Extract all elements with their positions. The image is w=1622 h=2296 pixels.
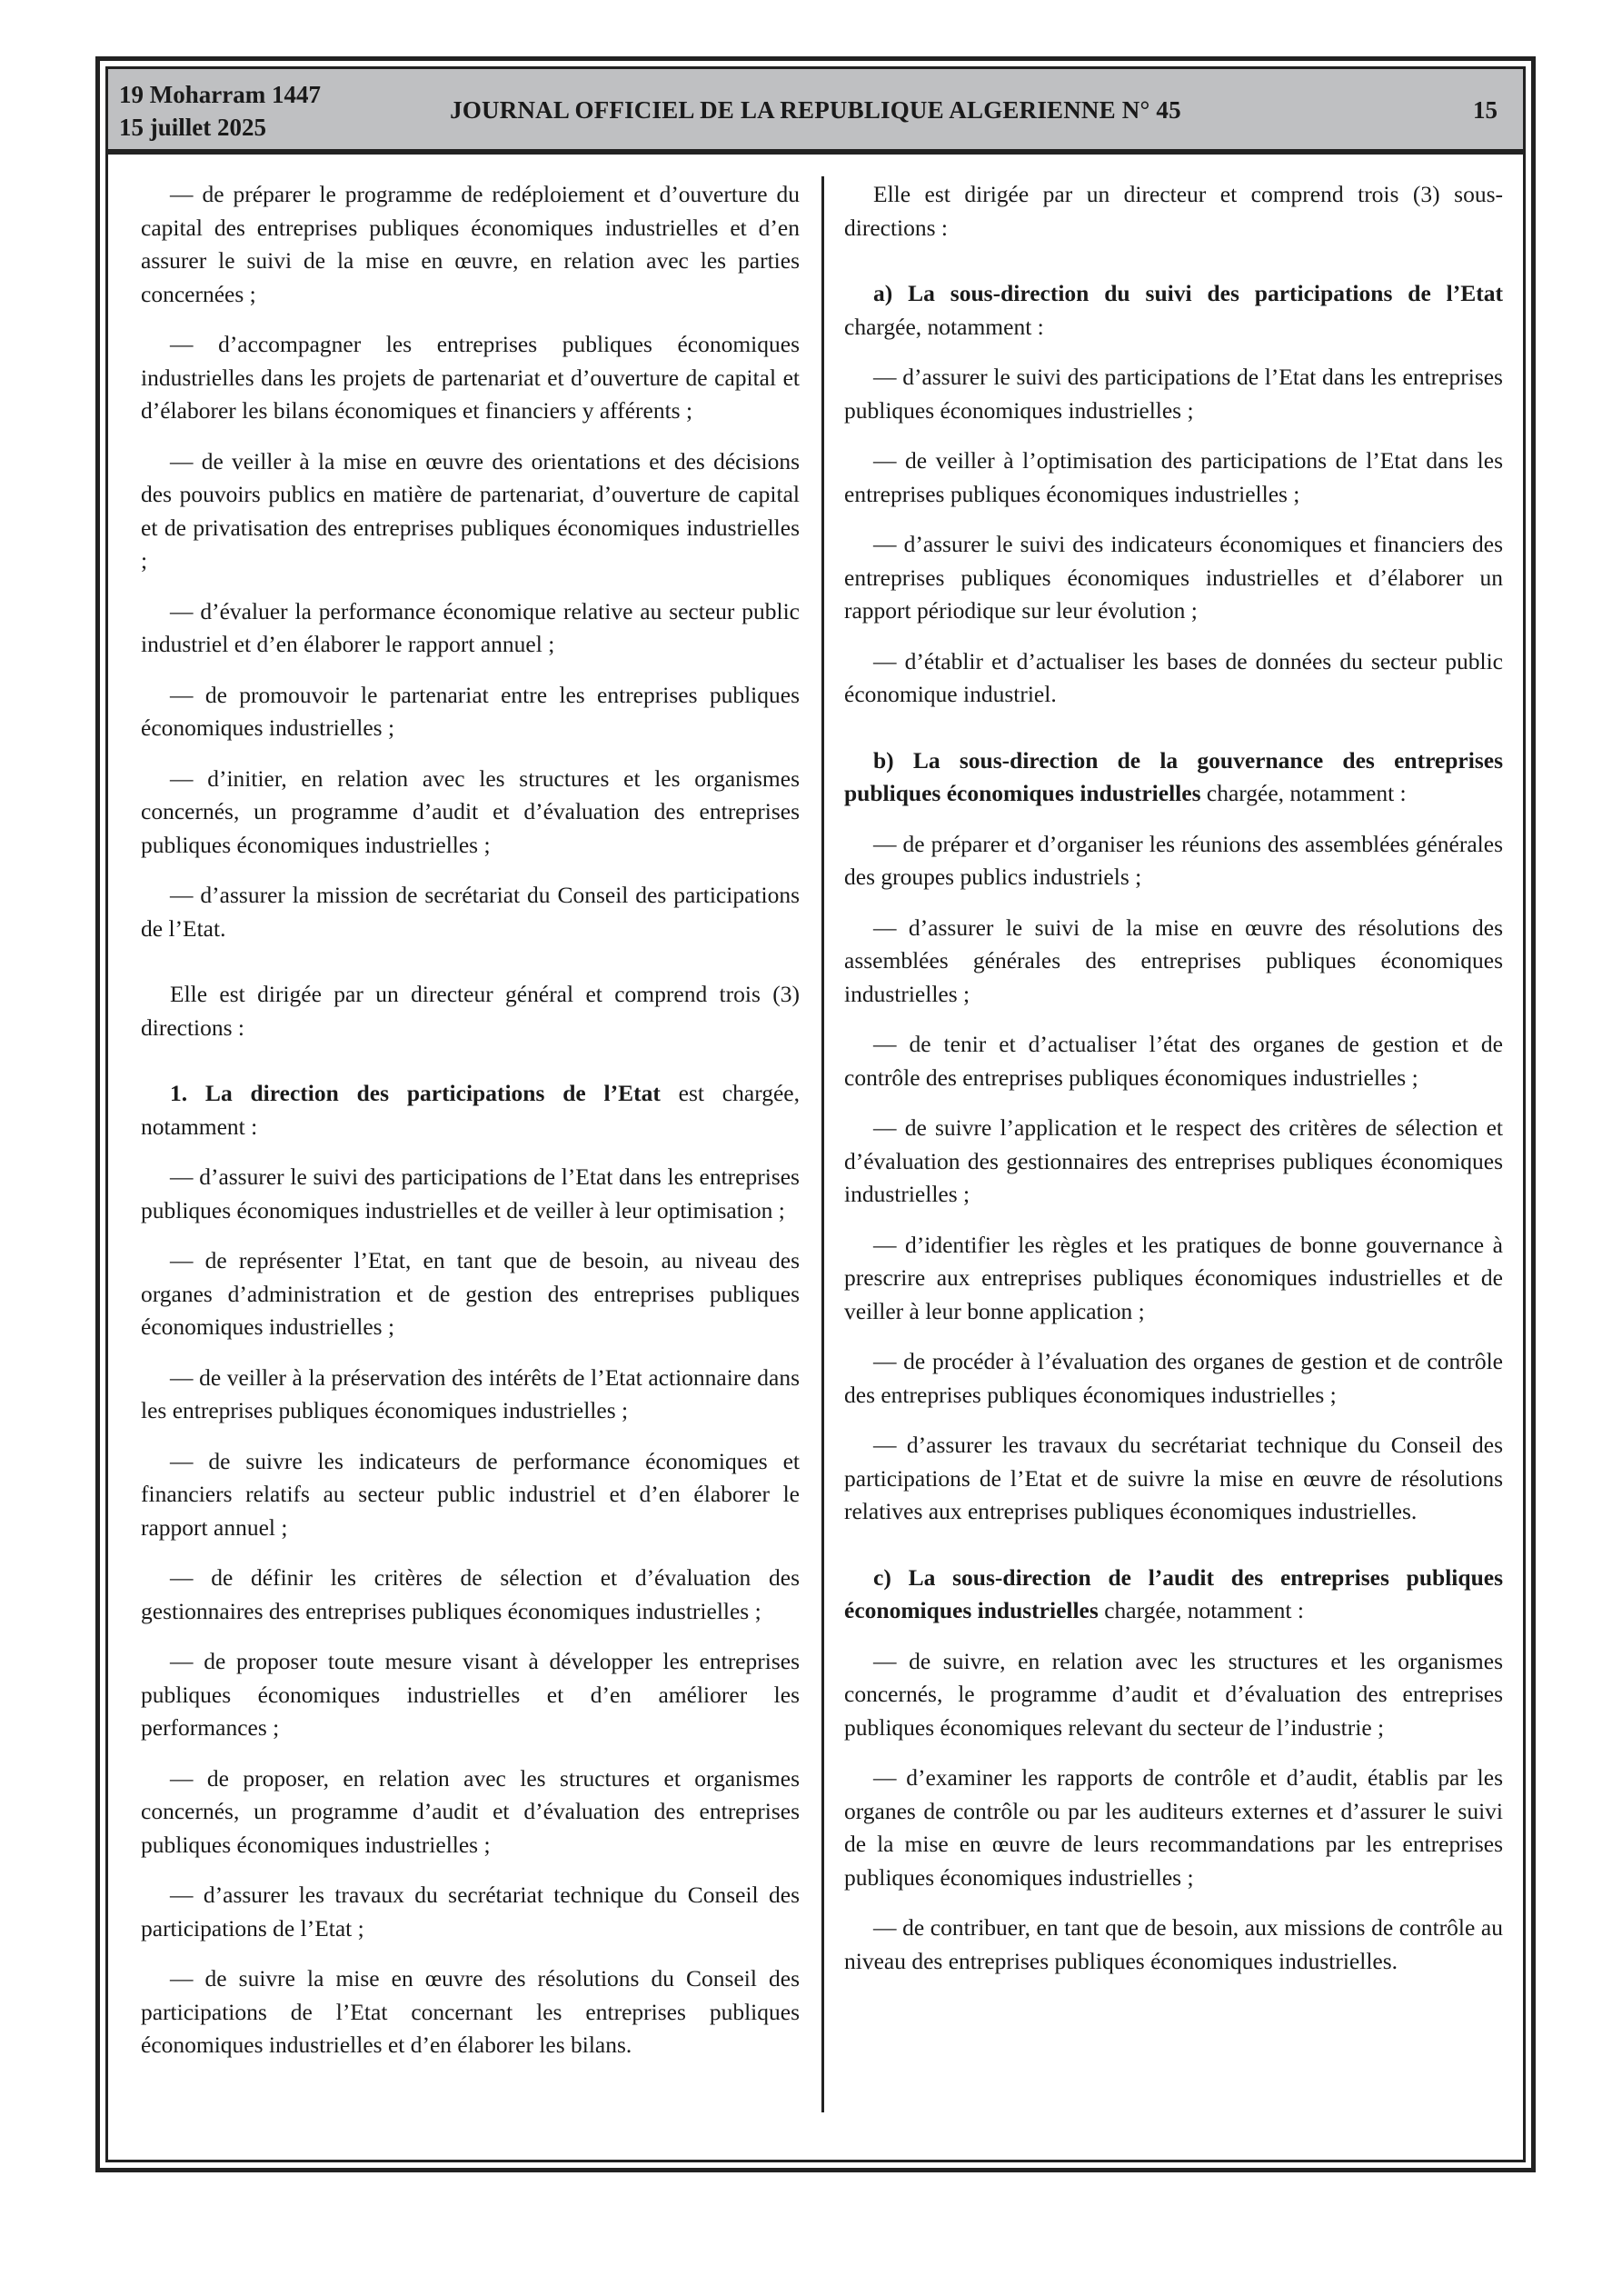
- section-heading: [844, 277, 1503, 344]
- paragraph: — de définir les critères de sélection et d’évaluation des gestionnaires des entreprises publiques économiques industrielles ;: [141, 1564, 800, 1624]
- paragraph: — de représenter l’Etat, en tant que de besoin, au niveau des organes d’administration et de gestion des entreprises publiques économiques industrielles ;: [141, 1247, 800, 1340]
- section-heading-bold: a) La sous-direction du suivi des participations de l’Etat: [873, 280, 1503, 306]
- paragraph: — d’identifier les règles et les pratiques de bonne gouvernance à prescrire aux entreprises publiques économiques industrielles et de veiller à leur bonne application ;: [844, 1231, 1503, 1324]
- section-heading-bold: 1. La direction des participations de l’Etat: [170, 1080, 661, 1106]
- paragraph: — de suivre, en relation avec les structures et les organismes concernés, le programme d’audit et d’évaluation des entreprises publiques économiques relevant du secteur de l’industrie ;: [844, 1647, 1503, 1741]
- paragraph: — de veiller à la mise en œuvre des orientations et des décisions des pouvoirs publics en matière de partenariat, d’ouverture de capital et de privatisation des entreprises publiques économiques industrielles ;: [141, 447, 800, 574]
- paragraph: — d’initier, en relation avec les structures et les organismes concernés, un programme d’audit et d’évaluation des entreprises publiques économiques industrielles ;: [141, 764, 800, 858]
- hijri-date: 19 Moharram 1447: [119, 81, 321, 108]
- paragraph: — d’établir et d’actualiser les bases de données du secteur public économique industriel.: [844, 647, 1503, 707]
- paragraph: — de veiller à l’optimisation des participations de l’Etat dans les entreprises publiques économiques industrielles ;: [844, 447, 1503, 507]
- paragraph: — d’assurer la mission de secrétariat du Conseil des participations de l’Etat.: [141, 882, 800, 942]
- paragraph: — de suivre les indicateurs de performance économiques et financiers relatifs au secteur public industriel et d’en élaborer le rapport annuel ;: [141, 1447, 800, 1541]
- section-heading-rest: chargée, notamment :: [1098, 1597, 1304, 1623]
- paragraph: — de préparer le programme de redéploiement et d’ouverture du capital des entreprises publiques économiques industrielles et d’en assurer le suivi de la mise en œuvre, en relation avec les parties concernées ;: [141, 181, 800, 307]
- section-heading: [844, 744, 1503, 811]
- section-heading-rest: chargée, notamment :: [844, 313, 1044, 340]
- paragraph: — d’accompagner les entreprises publiques économiques industrielles dans les projets de partenariat et d’ouverture de capital et d’élaborer les bilans économiques et financiers y afférents ;: [141, 331, 800, 424]
- paragraph: — de procéder à l’évaluation des organes de gestion et de contrôle des entreprises publiques économiques industrielles ;: [844, 1348, 1503, 1408]
- paragraph: Elle est dirigée par un directeur et comprend trois (3) sous-directions :: [844, 181, 1503, 241]
- paragraph: — d’examiner les rapports de contrôle et d’audit, établis par les organes de contrôle ou par les auditeurs externes et d’assurer le suivi de la mise en œuvre de leurs recommandations par les entreprises publiques économiques industrielles ;: [844, 1764, 1503, 1891]
- section-heading-bold: b) La sous-direction de la gouvernance des entreprises publiques économiques industrielles: [844, 746, 1503, 806]
- paragraph: — d’assurer le suivi des participations de l’Etat dans les entreprises publiques économiques industrielles et de veiller à leur optimisation ;: [141, 1163, 800, 1223]
- page-number: 15: [1473, 96, 1498, 124]
- paragraph: — d’assurer le suivi de la mise en œuvre des résolutions des assemblées générales des entreprises publiques économiques industrielles ;: [844, 913, 1503, 1007]
- paragraph: — d’assurer le suivi des participations de l’Etat dans les entreprises publiques économiques industrielles ;: [844, 364, 1503, 424]
- paragraph: — de suivre la mise en œuvre des résolutions du Conseil des participations de l’Etat concernant les entreprises publiques économiques industrielles et d’en élaborer les bilans.: [141, 1965, 800, 2058]
- section-heading: [844, 1562, 1503, 1628]
- paragraph: — d’assurer les travaux du secrétariat technique du Conseil des participations de l’Etat et de suivre la mise en œuvre de résolutions relatives aux entreprises publiques économiques industrielles.: [844, 1432, 1503, 1524]
- section-heading-bold: c) La sous-direction de l’audit des entreprises publiques économiques industrielles: [844, 1563, 1503, 1623]
- paragraph: — de promouvoir le partenariat entre les entreprises publiques économiques industrielles ;: [141, 681, 800, 741]
- section-heading-rest: est chargée, notamment :: [141, 1080, 800, 1140]
- paragraph: — de contribuer, en tant que de besoin, aux missions de contrôle au niveau des entreprises publiques économiques industrielles.: [844, 1914, 1503, 1974]
- page-inner-frame: [105, 66, 1526, 2162]
- right-column: [844, 178, 1503, 1995]
- paragraph: — d’assurer les travaux du secrétariat technique du Conseil des participations de l’Etat ;: [141, 1882, 800, 1942]
- paragraph: — de veiller à la préservation des intérêts de l’Etat actionnaire dans les entreprises publiques économiques industrielles ;: [141, 1363, 800, 1423]
- paragraph: Elle est dirigée par un directeur général et comprend trois (3) directions :: [141, 981, 800, 1041]
- page-header: [108, 69, 1523, 155]
- page-frame: [95, 56, 1536, 2172]
- paragraph: — de suivre l’application et le respect des critères de sélection et d’évaluation des gestionnaires des entreprises publiques économiques industrielles ;: [844, 1114, 1503, 1207]
- paragraph: — d’évaluer la performance économique relative au secteur public industriel et d’en élaborer le rapport annuel ;: [141, 597, 800, 657]
- gregorian-date: 15 juillet 2025: [119, 114, 266, 141]
- column-divider: [821, 176, 824, 2112]
- paragraph: — de proposer, en relation avec les structures et organismes concernés, un programme d’audit et d’évaluation des entreprises publiques économiques industrielles ;: [141, 1764, 800, 1858]
- paragraph: — de préparer et d’organiser les réunions des assemblées générales des groupes publics industriels ;: [844, 830, 1503, 890]
- left-column: [141, 178, 800, 2080]
- paragraph: — de proposer toute mesure visant à développer les entreprises publiques économiques industrielles et d’en améliorer les performances ;: [141, 1648, 800, 1741]
- paragraph: — de tenir et d’actualiser l’état des organes de gestion et de contrôle des entreprises publiques économiques industrielles ;: [844, 1031, 1503, 1091]
- journal-title: JOURNAL OFFICIEL DE LA REPUBLIQUE ALGERIENNE N° 45: [450, 96, 1181, 124]
- section-heading: [141, 1077, 800, 1143]
- paragraph: — d’assurer le suivi des indicateurs économiques et financiers des entreprises publiques économiques industrielles et d’élaborer un rapport périodique sur leur évolution ;: [844, 531, 1503, 624]
- section-heading-rest: chargée, notamment :: [1200, 780, 1407, 806]
